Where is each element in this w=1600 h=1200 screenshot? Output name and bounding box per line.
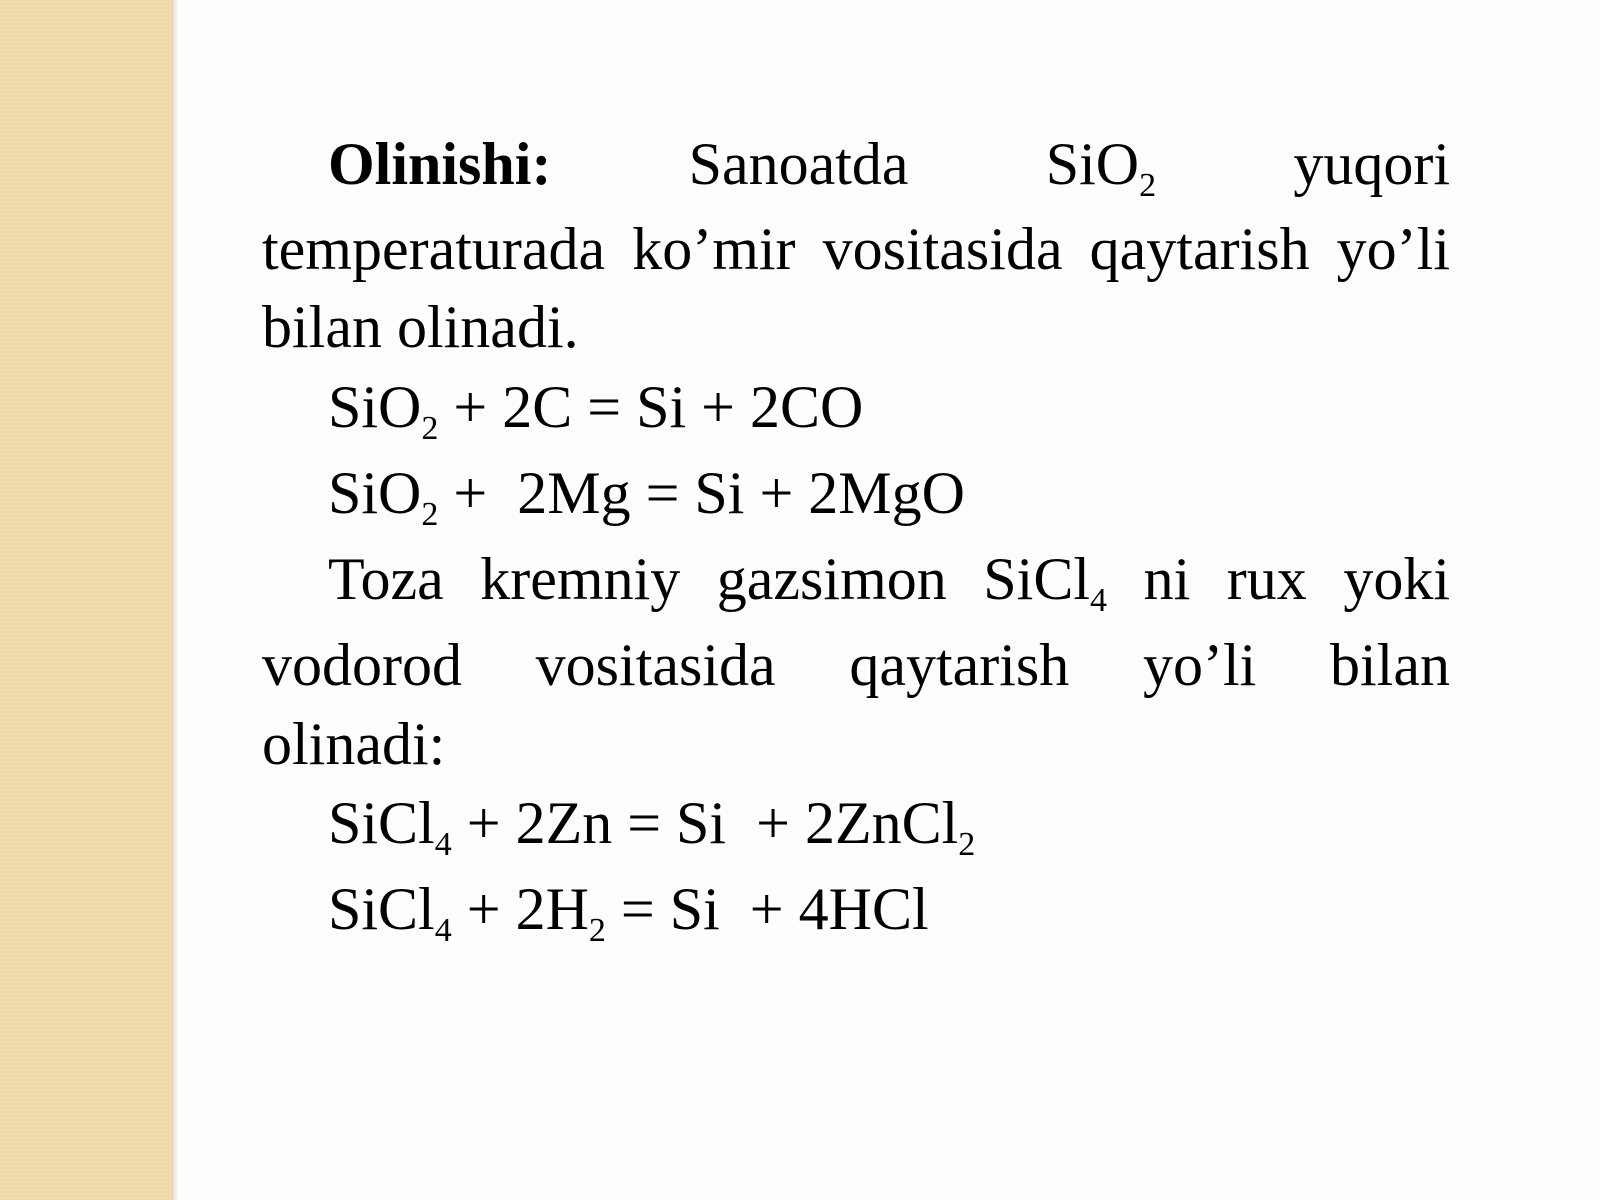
equation-text: + 2Mg = Si + 2MgO [438, 460, 965, 526]
side-band-shadow [173, 0, 179, 1200]
formula-subscript: 4 [434, 912, 452, 949]
word: gazsimon [716, 546, 947, 612]
formula-sicl4 [983, 536, 1107, 622]
formula-subscript: 2 [421, 410, 439, 447]
paragraph-first-line [262, 120, 1450, 208]
word: ni [1143, 546, 1191, 612]
formula-base: SiO [1045, 131, 1140, 197]
equation-text: + 2Zn = Si + 2ZnCl [451, 790, 959, 856]
paragraph-line [262, 622, 1450, 708]
formula-subscript: 2 [1139, 167, 1157, 204]
word: Toza [328, 546, 444, 612]
paragraph-line [262, 290, 1450, 364]
word: vositasida [535, 632, 776, 698]
equation-2 [262, 450, 1450, 536]
word: rux [1226, 546, 1307, 612]
equation-text: + 2C = Si + 2CO [438, 374, 864, 440]
formula-base: SiCl [983, 546, 1091, 612]
equation-4 [262, 866, 1450, 952]
word: yuqori [1293, 131, 1450, 197]
formula-subscript: 4 [1090, 582, 1108, 619]
equation-1 [262, 364, 1450, 450]
decorative-side-band [0, 0, 173, 1200]
word: qaytarish [849, 632, 1070, 698]
paragraph-text: bilan olinadi. [262, 294, 579, 360]
paragraph-text: temperaturada ko’mir vositasida qaytarish yo’li [262, 216, 1450, 282]
slide-content [262, 120, 1450, 952]
word: yo’li [1142, 632, 1257, 698]
paragraph-line [262, 708, 1450, 780]
paragraph-olinishi [262, 120, 1450, 364]
paragraph-text: olinadi: [262, 711, 446, 777]
word: bilan [1329, 632, 1450, 698]
equation-text: = Si + 4HCl [605, 876, 929, 942]
formula-subscript: 2 [958, 826, 976, 863]
formula-base: SiO [328, 460, 422, 526]
formula-base: SiCl [328, 790, 435, 856]
formula-sio2 [1046, 120, 1156, 208]
word: vodorod [262, 632, 462, 698]
equation-text: + 2H [451, 876, 589, 942]
paragraph-line [262, 208, 1450, 290]
bold-lead: Olinishi: [328, 131, 552, 197]
word: kremniy [480, 546, 681, 612]
paragraph-first-line [262, 536, 1450, 622]
paragraph-toza-kremniy [262, 536, 1450, 780]
formula-base: SiO [328, 374, 422, 440]
formula-subscript: 4 [434, 826, 452, 863]
equation-3 [262, 780, 1450, 866]
formula-subscript: 2 [421, 496, 439, 533]
formula-base: SiCl [328, 876, 435, 942]
formula-subscript: 2 [588, 912, 606, 949]
word: Sanoatda [688, 131, 909, 197]
word: yoki [1343, 546, 1450, 612]
